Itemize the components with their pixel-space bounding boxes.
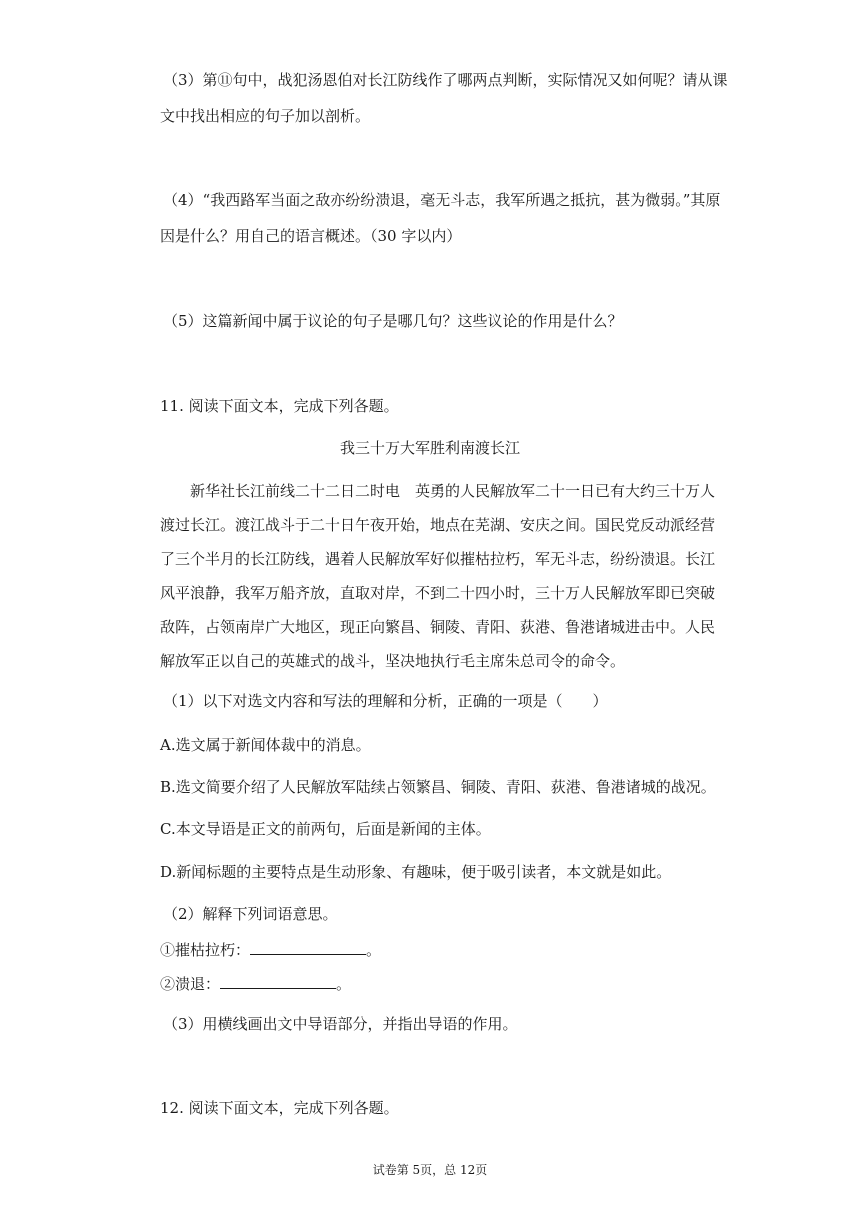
word2-label: ②溃退： [160,975,221,993]
q12-heading: 12. 阅读下面文本，完成下列各题。 [160,1099,399,1117]
q11-sub2: （2）解释下列词语意思。 [163,905,338,923]
word2-end: 。 [336,975,352,993]
word1-end: 。 [366,941,382,959]
article-line: 风平浪静，我军万船齐放，直取对岸，不到二十四小时，三十万人民解放军即已突破 [160,584,716,602]
q11-heading: 11. 阅读下面文本，完成下列各题。 [160,397,399,415]
article-line: 解放军正以自己的英雄式的战斗，坚决地执行毛主席朱总司令的命令。 [160,652,626,670]
q11-sub3: （3）用横线画出文中导语部分，并指出导语的作用。 [163,1015,518,1033]
q10-sub5: （5）这篇新闻中属于议论的句子是哪几句？这些议论的作用是什么？ [163,312,623,330]
word2-row [160,974,351,994]
word1-row [160,940,381,960]
word2-answer-blank[interactable] [220,974,336,989]
q11-article-title: 我三十万大军胜利南渡长江 [339,439,520,457]
option-d: D.新闻标题的主要特点是生动形象、有趣味，便于吸引读者，本文就是如此。 [160,863,672,881]
option-a: A.选文属于新闻体裁中的消息。 [160,736,371,754]
q10-sub3-line2: 文中找出相应的句子加以剖析。 [160,107,371,125]
word1-label: ①摧枯拉朽： [160,941,251,959]
q10-sub4-line2: 因是什么？用自己的语言概述。（30 字以内） [160,227,462,245]
article-line: 敌阵，占领南岸广大地区，现正向繁昌、铜陵、青阳、荻港、鲁港诸城进击中。人民 [160,618,716,636]
q10-sub4-line1: （4）“我西路军当面之敌亦纷纷溃退，毫无斗志，我军所遇之抵抗，甚为微弱。”其原 [163,191,721,209]
option-b: B.选文简要介绍了人民解放军陆续占领繁昌、铜陵、青阳、荻港、鲁港诸城的战况。 [160,778,716,796]
page-footer: 试卷第 5页，总 12页 [372,1163,488,1177]
article-line: 新华社长江前线二十二日二时电 英勇的人民解放军二十一日已有大约三十万人 [190,482,716,500]
q11-sub1: （1）以下对选文内容和写法的理解和分析，正确的一项是（ ） [163,692,608,710]
article-line: 渡过长江。渡江战斗于二十日午夜开始，地点在芜湖、安庆之间。国民党反动派经营 [160,516,716,534]
article-line: 了三个半月的长江防线，遇着人民解放军好似摧枯拉朽，军无斗志，纷纷溃退。长江 [160,550,716,568]
word1-answer-blank[interactable] [250,940,366,955]
q10-sub3-line1: （3）第⑪句中，战犯汤恩伯对长江防线作了哪两点判断，实际情况又如何呢？请从课 [163,71,728,89]
option-c: C.本文导语是正文的前两句，后面是新闻的主体。 [160,820,491,838]
